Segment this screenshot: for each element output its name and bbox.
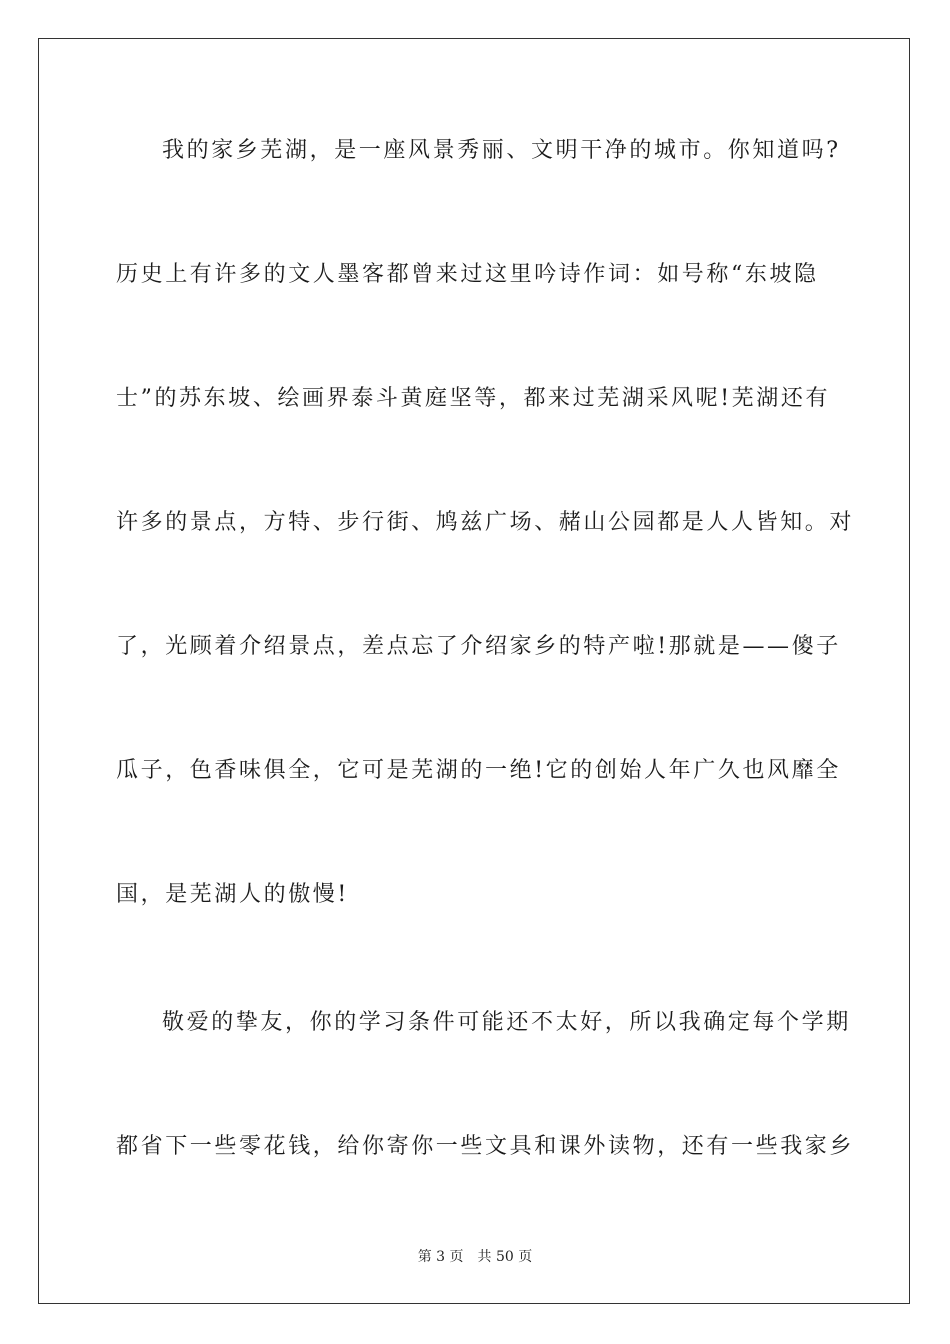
paragraph-1-line-3: 士”的苏东坡、绘画界泰斗黄庭坚等，都来过芜湖采风呢!芜湖还有 [116, 386, 831, 411]
paragraph-1-line-5: 了，光顾着介绍景点，差点忘了介绍家乡的特产啦!那就是——傻子 [116, 634, 841, 659]
paragraph-2-line-2: 都省下一些零花钱，给你寄你一些文具和课外读物，还有一些我家乡 [116, 1134, 855, 1159]
paragraph-1-line-6: 瓜子，色香味俱全，它可是芜湖的一绝!它的创始人年广久也风靡全 [116, 758, 841, 783]
paragraph-2-line-1: 敬爱的挚友，你的学习条件可能还不太好，所以我确定每个学期 [162, 1010, 851, 1035]
page-total: 共 50 页 [477, 1249, 533, 1265]
paragraph-1-line-2: 历史上有许多的文人墨客都曾来过这里吟诗作词：如号称“东坡隐 [116, 262, 819, 287]
page-border [38, 38, 910, 1304]
paragraph-1-line-1: 我的家乡芜湖，是一座风景秀丽、文明干净的城市。你知道吗? [162, 138, 841, 163]
paragraph-1-line-4: 许多的景点，方特、步行街、鸠兹广场、赭山公园都是人人皆知。对 [116, 510, 855, 535]
page-number: 第 3 页 [417, 1249, 464, 1265]
paragraph-1-line-7: 国，是芜湖人的傲慢! [116, 882, 349, 907]
page-footer [0, 1248, 950, 1266]
